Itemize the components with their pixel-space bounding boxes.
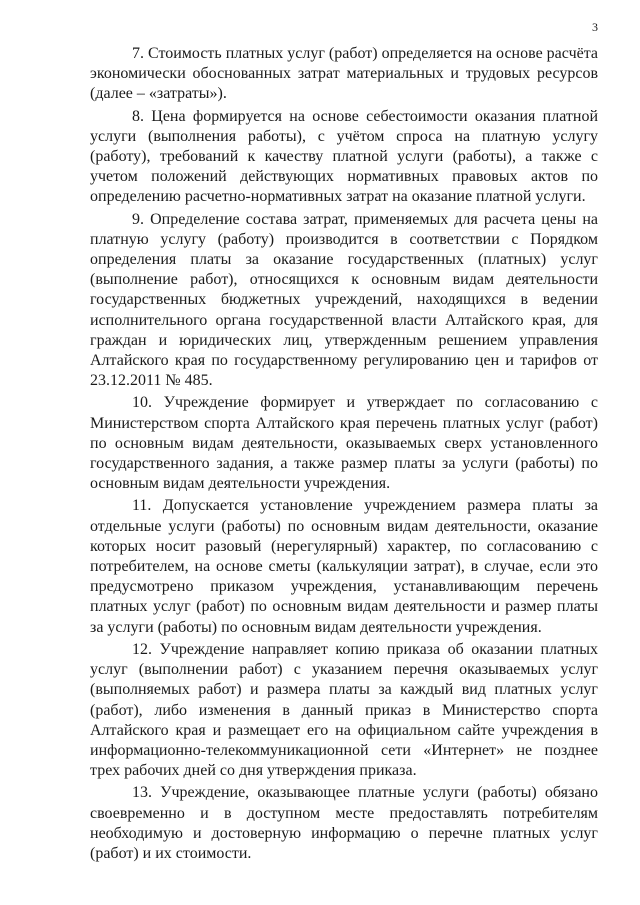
paragraph-7: 7. Стоимость платных услуг (работ) определяется на основе расчёта экономически обоснованных затрат материальных и трудовых ресурсов (далее – «затраты»). — [90, 45, 598, 103]
paragraph-13: 13. Учреждение, оказывающее платные услуги (работы) обязано своевременно и в доступном месте предоставлять потребителям необходимую и достоверную информацию о перечне платных услуг (работ) и их стоимости. — [90, 784, 598, 862]
paragraph-12: 12. Учреждение направляет копию приказа об оказании платных услуг (выполнении работ) с указанием перечня оказываемых услуг (выполняемых работ) и размера платы за каждый вид платных услуг (работ), либо изменения в данный приказ в Министерство спорта Алтайского края и размещает его на официальном сайте учреждения в информационно-телекоммуникационной сети «Интернет» не позднее трех рабочих дней со дня утверждения приказа. — [90, 640, 598, 780]
page-number: 3 — [592, 20, 598, 34]
paragraph-8: 8. Цена формируется на основе себестоимости оказания платной услуги (выполнения работы), с учётом спроса на платную услугу (работу), требований к качеству платной услуги (работы), а также с учетом положений действующих нормативных правовых актов по определению расчетно-нормативных затрат на оказание платной услуги. — [90, 107, 598, 206]
document-body — [90, 44, 598, 866]
paragraph-10: 10. Учреждение формирует и утверждает по согласованию с Министерством спорта Алтайского края перечень платных услуг (работ) по основным видам деятельности, оказываемых сверх установленного государственного задания, а также размер платы за услуги (работы) по основным видам деятельности учреждения. — [90, 394, 598, 493]
paragraph-9: 9. Определение состава затрат, применяемых для расчета цены на платную услугу (работу) производится в соответствии с Порядком определения платы за оказание государственных (платных) услуг (выполнение работ), относящихся к основным видам деятельности государственных бюджетных учреждений, находящихся в ведении исполнительного органа государственной власти Алтайского края, для граждан и юридических лиц, утвержденным решением управления Алтайского края по государственному регулированию цен и тарифов от 23.12.2011 № 485. — [90, 210, 598, 390]
paragraph-11: 11. Допускается установление учреждением размера платы за отдельные услуги (работы) по основным видам деятельности, оказание которых носит разовый (нерегулярный) характер, по согласованию с потребителем, на основе сметы (калькуляции затрат), в случае, если это предусмотрено приказом учреждения, устанавливающим перечень платных услуг (работ) по основным видам деятельности и размер платы за услуги (работы) по основным видам деятельности учреждения. — [90, 497, 598, 636]
